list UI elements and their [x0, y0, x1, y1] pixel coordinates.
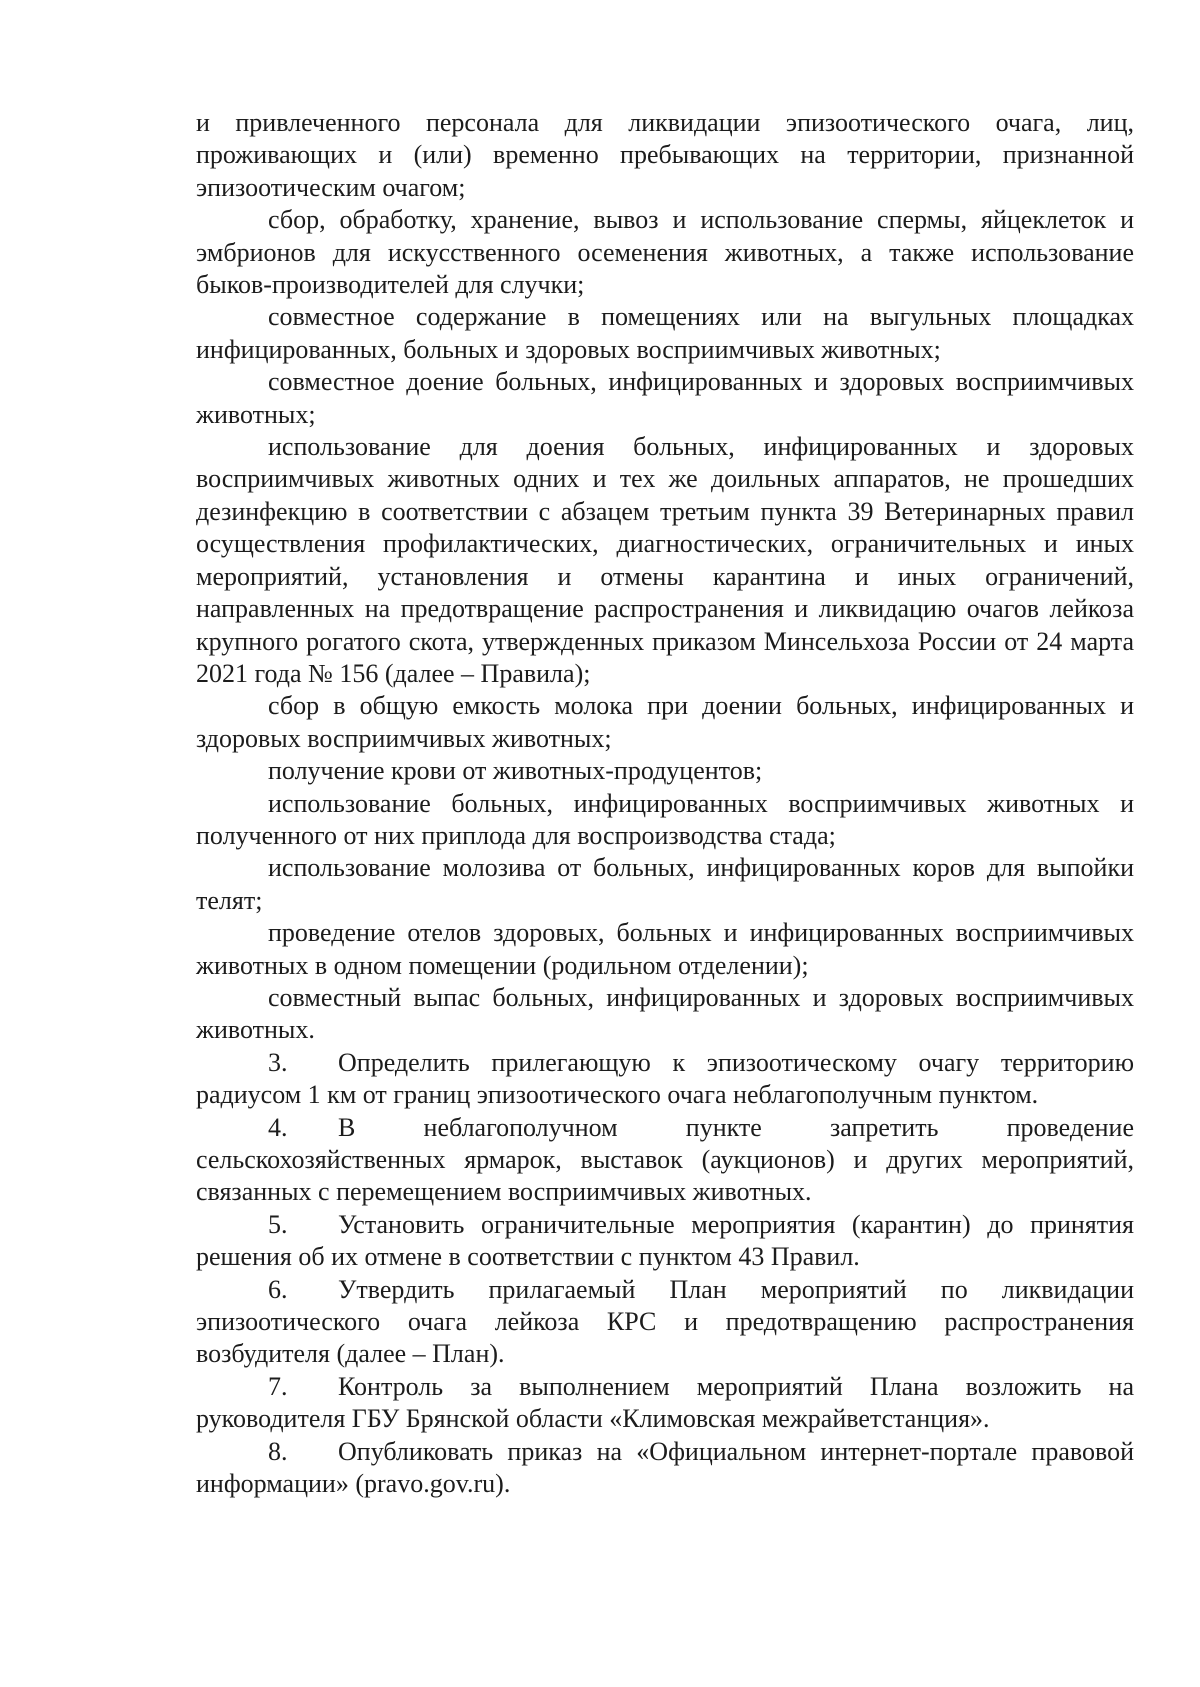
numbered-item-7	[196, 1371, 1134, 1436]
paragraph-colostrum-use: использование молозива от больных, инфицированных коров для выпойки телят;	[196, 853, 1134, 915]
paragraph-joint-milking: совместное доение больных, инфицированных и здоровых восприимчивых животных;	[196, 367, 1134, 429]
document-page	[196, 107, 1134, 1500]
paragraph-blood-collection: получение крови от животных-продуцентов;	[268, 756, 763, 786]
item-text: Опубликовать приказ на «Официальном интернет-портале правовой информации» (pravo.gov.ru).	[196, 1436, 1134, 1499]
item-text: В неблагополучном пункте запретить проведение сельскохозяйственных ярмарок, выставок (аукционов) и других мероприятий, связанных с перемещением восприимчивых животных.	[196, 1112, 1134, 1207]
paragraph-milk-collection: сбор в общую емкость молока при доении больных, инфицированных и здоровых восприимчивых животных;	[196, 691, 1134, 753]
item-number: 7.	[268, 1371, 288, 1401]
item-number: 4.	[268, 1112, 288, 1142]
item-text: Определить прилегающую к эпизоотическому очагу территорию радиусом 1 км от границ эпизоотического очага неблагополучным пунктом.	[196, 1047, 1134, 1110]
numbered-item-6	[196, 1274, 1134, 1371]
numbered-item-4	[196, 1112, 1134, 1209]
item-text: Утвердить прилагаемый План мероприятий по ликвидации эпизоотического очага лейкоза КРС и предотвращению распространения возбудителя (далее – План).	[196, 1274, 1134, 1369]
paragraph-reproduction-use: использование больных, инфицированных восприимчивых животных и полученного от них приплода для воспроизводства стада;	[196, 788, 1134, 850]
item-number: 5.	[268, 1209, 288, 1239]
numbered-item-3	[196, 1047, 1134, 1112]
paragraph-semen-collection: сбор, обработку, хранение, вывоз и использование спермы, яйцеклеток и эмбрионов для искусственного осеменения животных, а также использование быков-производителей для случки;	[196, 205, 1134, 300]
item-text: Контроль за выполнением мероприятий Плана возложить на руководителя ГБУ Брянской области «Климовская межрайветстанция».	[196, 1371, 1134, 1434]
item-number: 6.	[268, 1274, 288, 1304]
item-text: Установить ограничительные мероприятия (карантин) до принятия решения об их отмене в соответствии с пунктом 43 Правил.	[196, 1209, 1134, 1272]
paragraph-calving: проведение отелов здоровых, больных и инфицированных восприимчивых животных в одном помещении (родильном отделении);	[196, 918, 1134, 980]
numbered-item-5	[196, 1209, 1134, 1274]
item-number: 3.	[268, 1047, 288, 1077]
paragraph-milking-machines: использование для доения больных, инфицированных и здоровых восприимчивых животных одних и тех же доильных аппаратов, не прошедших дезинфекцию в соответствии с абзацем третьим пункта 39 Ветеринарных правил осуществления профилактических, диагностических, ограничительных и иных мероприятий, установления и отмены карантина и иных ограничений, направленных на предотвращение распространения и ликвидацию очагов лейкоза крупного рогатого скота, утвержденных приказом Минсельхоза России от 24 марта 2021 года № 156 (далее – Правила);	[196, 432, 1134, 688]
paragraph-joint-grazing: совместный выпас больных, инфицированных и здоровых восприимчивых животных.	[196, 982, 1134, 1045]
numbered-item-8	[196, 1436, 1134, 1501]
paragraph-personnel-continuation: и привлеченного персонала для ликвидации эпизоотического очага, лиц, проживающих и (или) временно пребывающих на территории, признанной эпизоотическим очагом;	[196, 108, 1134, 202]
paragraph-joint-keeping: совместное содержание в помещениях или на выгульных площадках инфицированных, больных и здоровых восприимчивых животных;	[196, 302, 1134, 364]
item-number: 8.	[268, 1436, 288, 1466]
